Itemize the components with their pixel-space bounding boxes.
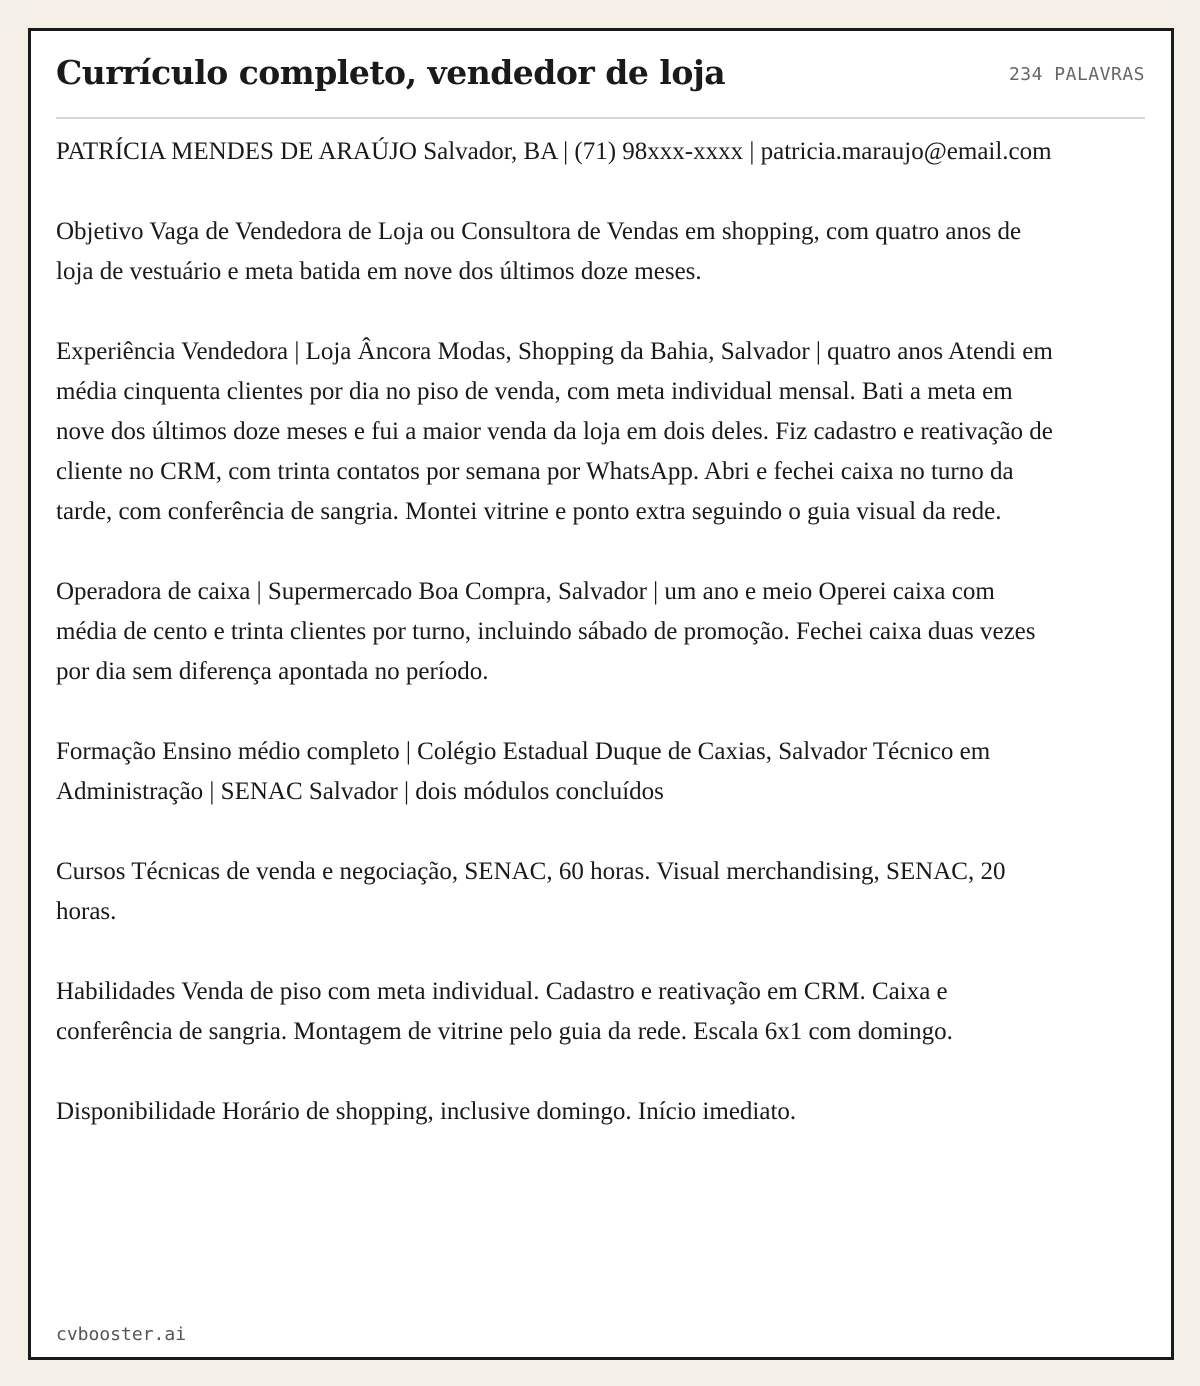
objective-paragraph: Objetivo Vaga de Vendedora de Loja ou Consultora de Vendas em shopping, com quatro anos de loja de vestuário e meta batida em nove dos últimos doze meses.: [56, 218, 1022, 285]
brand-footer: cvbooster.ai: [56, 1324, 187, 1345]
education-paragraph: Formação Ensino médio completo | Colégio Estadual Duque de Caxias, Salvador Técnico em Administração | SENAC Salvador | dois módulos concluídos: [56, 738, 991, 805]
availability-paragraph: Disponibilidade Horário de shopping, inclusive domingo. Início imediato.: [56, 1098, 797, 1125]
resume-text: [56, 132, 1056, 1132]
courses-paragraph: Cursos Técnicas de venda e negociação, SENAC, 60 horas. Visual merchandising, SENAC, 20 horas.: [56, 858, 1006, 925]
skills-paragraph: Habilidades Venda de piso com meta individual. Cadastro e reativação em CRM. Caixa e conferência de sangria. Montagem de vitrine pelo guia da rede. Escala 6x1 com domingo.: [56, 978, 953, 1045]
contact-paragraph: PATRÍCIA MENDES DE ARAÚJO Salvador, BA | (71) 98xxx-xxxx | patricia.maraujo@email.com: [56, 138, 1052, 165]
cashier-experience-paragraph: Operadora de caixa | Supermercado Boa Compra, Salvador | um ano e meio Operei caixa com média de cento e trinta clientes por turno, incluindo sábado de promoção. Fechei caixa duas vezes por dia sem diferença apontada no período.: [56, 578, 1036, 685]
page-title: Currículo completo, vendedor de loja: [56, 53, 726, 92]
word-count-badge: 234 PALAVRAS: [1008, 64, 1145, 85]
card-header: [56, 51, 1145, 119]
resume-card: [28, 28, 1174, 1360]
experience-paragraph: Experiência Vendedora | Loja Âncora Modas, Shopping da Bahia, Salvador | quatro anos Atendi em média cinquenta clientes por dia no piso de venda, com meta individual mensal. Bati a meta em nove dos últimos doze meses e fui a maior venda da loja em dois deles. Fiz cadastro e reativação de cliente no CRM, com trinta contatos por semana por WhatsApp. Abri e fechei caixa no turno da tarde, com conferência de sangria. Montei vitrine e ponto extra seguindo o guia visual da rede.: [56, 338, 1053, 525]
